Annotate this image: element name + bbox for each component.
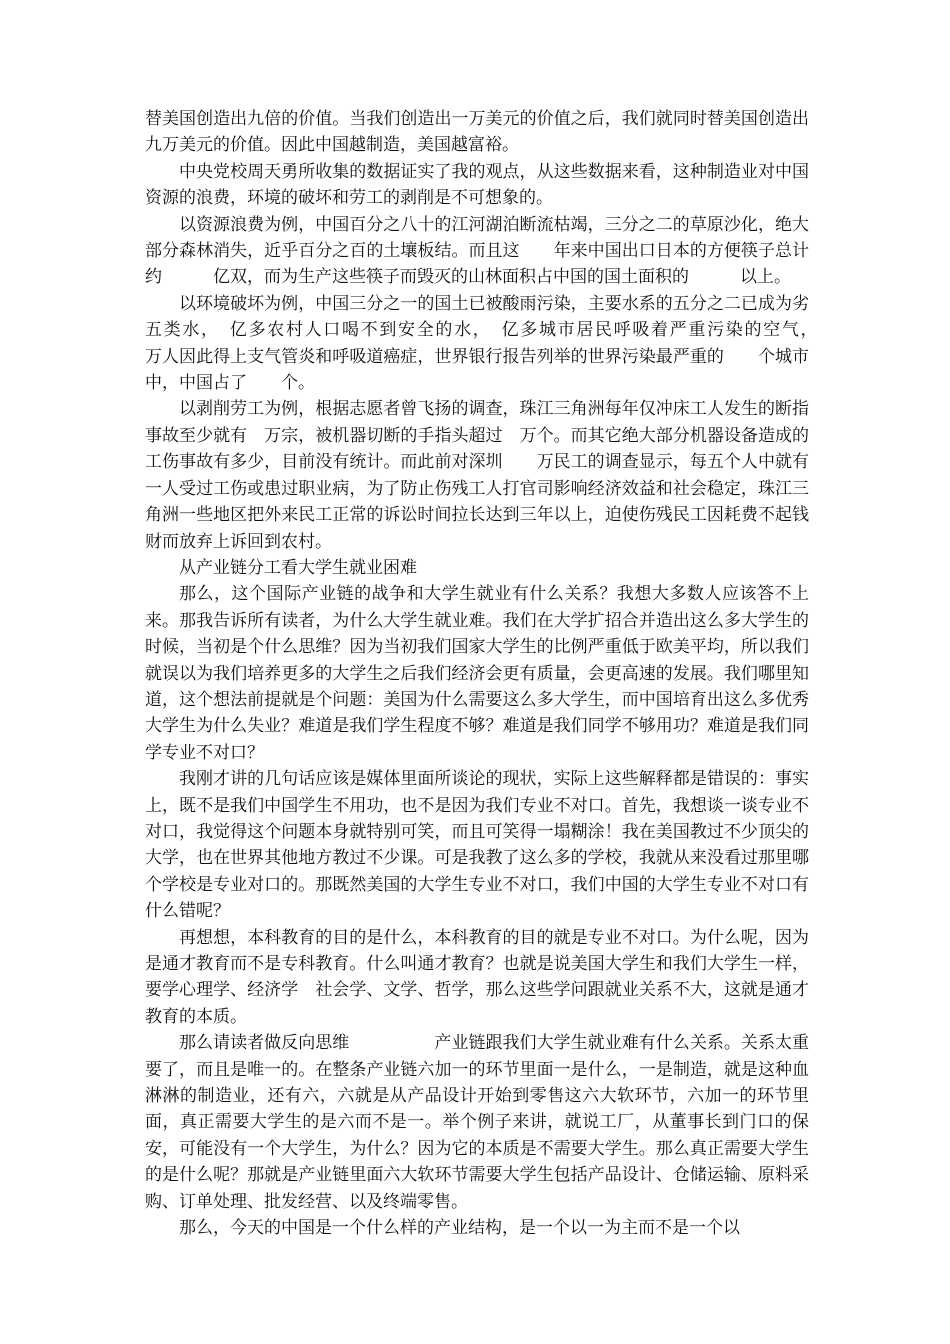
paragraph-industry-structure: 那么，今天的中国是一个什么样的产业结构，是一个以一为主而不是一个以 (179, 1218, 740, 1239)
paragraph-environment-damage: 以环境破坏为例，中国三分之一的国土已被酸雨污染，主要水系的五分之二已成为劣五类水， 亿多农村人口喝不到安全的水， 亿多城市居民呼吸着严重污染的空气， 万人因此得上支气管炎和呼吸道癌症，世界银行报告列举的世界污染最严重的 个城市中，中国占了 个。 (145, 293, 860, 394)
section-heading: 从产业链分工看大学生就业困难 (179, 557, 417, 578)
paragraph-party-school-data: 中央党校周天勇所收集的数据证实了我的观点，从这些数据来看，这种制造业对中国资源的浪费，环境的破坏和劳工的剥削是不可想象的。 (145, 161, 809, 209)
paragraph-labor-exploitation: 以剥削劳工为例，根据志愿者曾飞扬的调查，珠江三角洲每年仅冲床工人发生的断指事故至少就有 万宗，被机器切断的手指头超过 万个。而其它绝大部分机器设备造成的工伤事故有多少，目前没有统计。而此前对深圳 万民工的调查显示，每五个人中就有一人受过工伤或患过职业病，为了防止伤残工人打官司影响经济效益和社会稳定，珠江三角洲一些地区把外来民工正常的诉讼时间拉长达到三年以上，迫使伤残民工因耗费不起钱财而放弃上诉回到农村。 (145, 399, 809, 552)
paragraph-media-explanations: 我刚才讲的几句话应该是媒体里面所谈论的现状，实际上这些解释都是错误的：事实上，既不是我们中国学生不用功，也不是因为我们专业不对口。首先，我想谈一谈专业不对口，我觉得这个问题本身就特别可笑，而且可笑得一塌糊涂！我在美国教过不少顶尖的大学，也在世界其他地方教过不少课。可是我教了这么多的学校，我就从来没看过那里哪个学校是专业对口的。那既然美国的大学生专业不对口，我们中国的大学生专业不对口有什么错呢？ (145, 769, 809, 922)
document-body (145, 106, 860, 1241)
paragraph-general-education: 再想想，本科教育的目的是什么，本科教育的目的就是专业不对口。为什么呢，因为是通才教育而不是专科教育。什么叫通才教育？也就是说美国大学生和我们大学生一样，要学心理学、经济学 社会学、文学、哲学，那么这些学问跟就业关系不大，这就是通才教育的本质。 (145, 927, 809, 1027)
paragraph-continued: 替美国创造出九倍的价值。当我们创造出一万美元的价值之后，我们就同时替美国创造出九万美元的价值。因此中国越制造，美国越富裕。 (145, 109, 809, 156)
paragraph-reverse-thinking: 那么请读者做反向思维 产业链跟我们大学生就业难有什么关系。关系太重要了，而且是唯一的。在整条产业链六加一的环节里面一是什么，一是制造，就是这种血淋淋的制造业，还有六，六就是从产品设计开始到零售这六大软环节，六加一的环节里面，真正需要大学生的是六而不是一。举个例子来讲，就说工厂，从董事长到门口的保安，可能没有一个大学生，为什么？因为它的本质是不需要大学生。那么真正需要大学生的是什么呢？那就是产业链里面六大软环节需要大学生包括产品设计、仓储运输、原料采购、订单处理、批发经营、以及终端零售。 (145, 1033, 809, 1212)
paragraph-resource-waste: 以资源浪费为例，中国百分之八十的江河湖泊断流枯竭，三分之二的草原沙化，绝大部分森林消失，近乎百分之百的土壤板结。而且这 年来中国出口日本的方便筷子总计约 亿双，而为生产这些筷子而毁灭的山林面积占中国的国土面积的 以上。 (145, 214, 809, 288)
paragraph-graduate-employment: 那么，这个国际产业链的战争和大学生就业有什么关系？我想大多数人应该答不上来。那我告诉所有读者，为什么大学生就业难。我们在大学扩招合并造出这么多大学生的时候，当初是个什么思维？因为当初我们国家大学生的比例严重低于欧美平均，所以我们就误以为我们培养更多的大学生之后我们经济会更有质量，会更高速的发展。我们哪里知道，这个想法前提就是个问题：美国为什么需要这么多大学生，而中国培育出这么多优秀大学生为什么失业？难道是我们学生程度不够？难道是我们同学不够用功？难道是我们同学专业不对口？ (145, 584, 809, 763)
